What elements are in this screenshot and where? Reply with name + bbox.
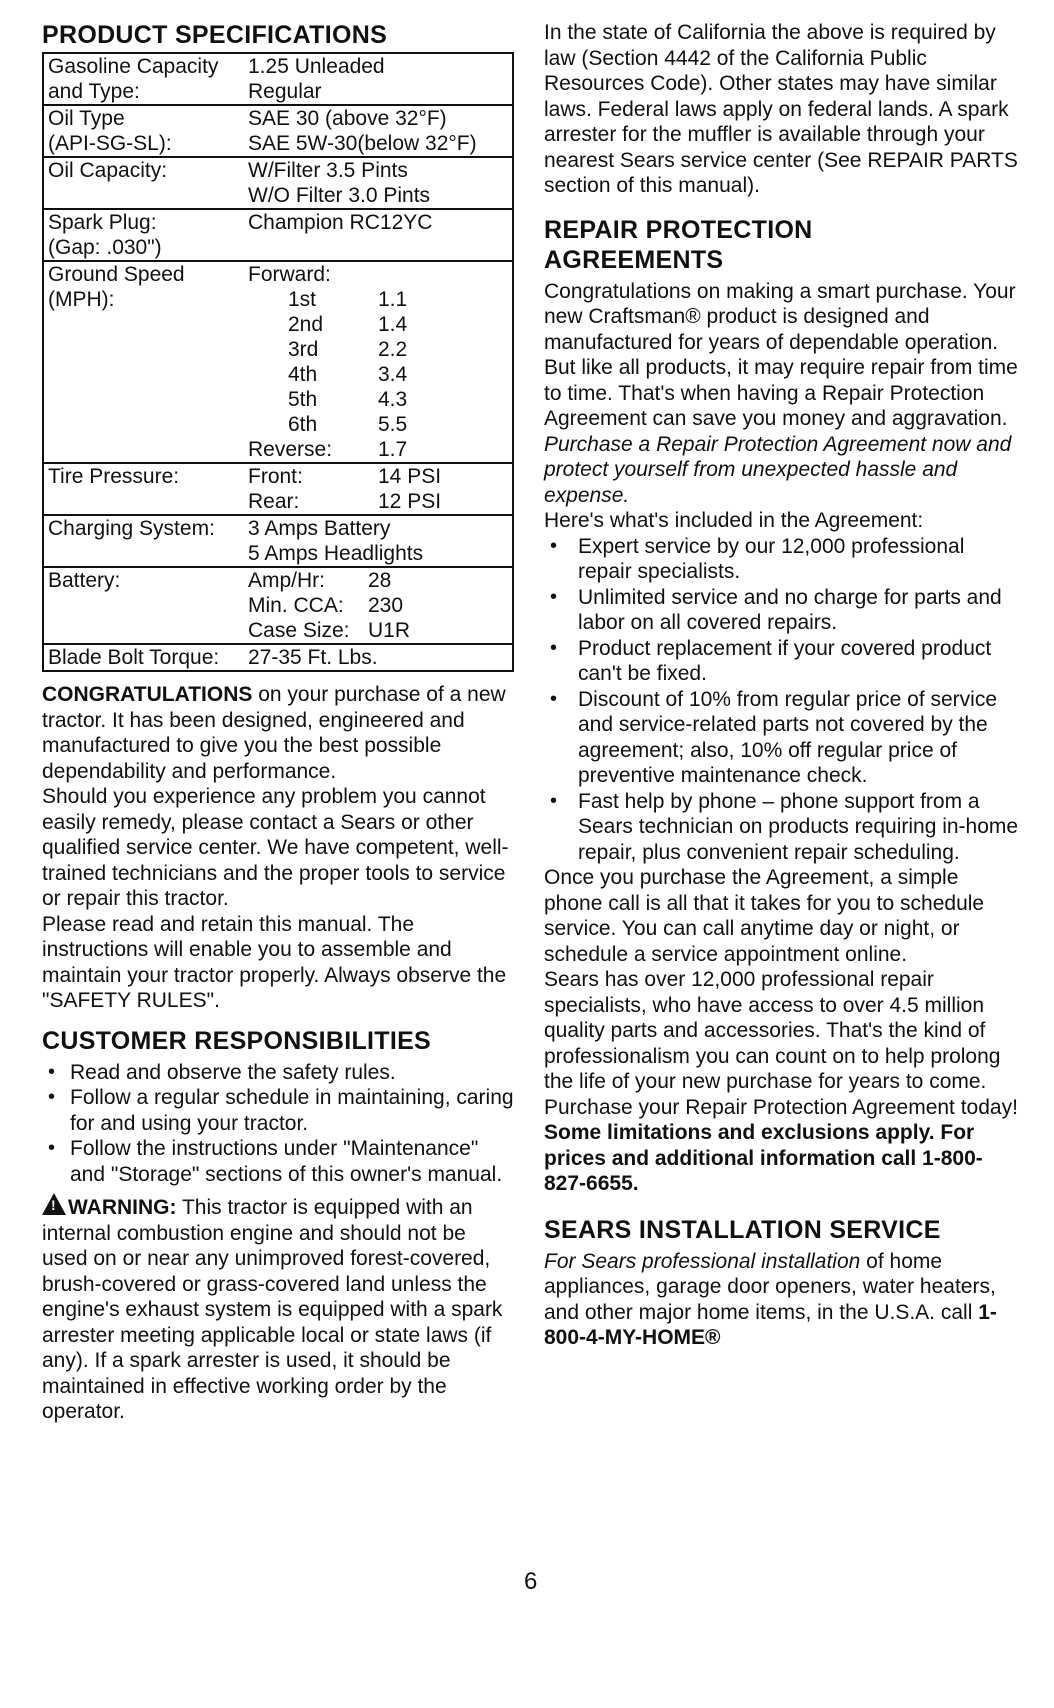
spec-label: (Gap: .030") xyxy=(48,236,162,259)
congratulations-paragraph xyxy=(42,682,516,784)
spec-label: Blade Bolt Torque: xyxy=(48,646,220,669)
warning-lead: WARNING: xyxy=(68,1196,177,1219)
left-column xyxy=(42,20,516,1425)
gear-row xyxy=(248,312,510,337)
gear-label: 1st xyxy=(288,288,317,311)
spec-row-battery xyxy=(43,567,513,644)
gear-speed: 1.4 xyxy=(378,313,408,336)
gear-label: 3rd xyxy=(288,338,319,361)
tire-rear-label: Rear: xyxy=(248,490,300,513)
warning-triangle-icon xyxy=(42,1193,66,1215)
spec-label: Ground Speed xyxy=(48,263,185,286)
customer-responsibilities-heading: CUSTOMER RESPONSIBILITIES xyxy=(42,1026,432,1055)
spec-value: 5 Amps Headlights xyxy=(248,542,424,565)
gear-row xyxy=(248,337,510,362)
customer-responsibilities-list xyxy=(42,1060,516,1188)
spec-label: Oil Capacity: xyxy=(48,159,168,182)
battery-amphr-label: Amp/Hr: xyxy=(248,569,326,592)
sears-installation-heading: SEARS INSTALLATION SERVICE xyxy=(544,1215,941,1244)
spec-value: 27-35 Ft. Lbs. xyxy=(248,646,378,669)
installation-paragraph xyxy=(544,1249,1022,1351)
spec-label: Gasoline Capacity xyxy=(48,55,219,78)
repair-heading-line: AGREEMENTS xyxy=(544,245,724,274)
gear-speed: 5.5 xyxy=(378,413,408,436)
benefit-item: • Product replacement if your covered product can't be fixed. xyxy=(544,636,1022,687)
spec-label: Spark Plug: xyxy=(48,211,157,234)
spec-value: 3 Amps Battery xyxy=(248,517,391,540)
gear-row xyxy=(248,287,510,312)
reverse-speed: 1.7 xyxy=(378,438,408,461)
gear-row xyxy=(248,362,510,387)
spec-row-spark-plug xyxy=(43,209,513,261)
battery-cca-value: 230 xyxy=(368,594,404,617)
spec-value: SAE 30 (above 32°F) xyxy=(248,107,447,130)
gear-speed: 2.2 xyxy=(378,338,408,361)
reverse-label: Reverse: xyxy=(248,438,333,461)
once-paragraph: Once you purchase the Agreement, a simple phone call is all that it takes for you to schedule service. You can call anytime day or night, or schedule a service appointment online. xyxy=(544,866,985,966)
gear-speed: 3.4 xyxy=(378,363,408,386)
repair-paragraph: Congratulations on making a smart purchase. Your new Craftsman® product is designed and manufactured for years of dependable operation. But like all products, it may require repair from time to time. That's when having a Repair Protection Agreement can save you money and aggravation. xyxy=(544,279,1018,430)
page-number: 6 xyxy=(524,1568,538,1595)
spec-row-gasoline xyxy=(43,53,513,105)
spec-row-oil-type xyxy=(43,105,513,157)
spec-row-tire-pressure xyxy=(43,463,513,515)
battery-case-value: U1R xyxy=(368,619,411,642)
spec-value: 1.25 Unleaded xyxy=(248,55,385,78)
spec-label: (MPH): xyxy=(48,288,115,311)
spec-label: Battery: xyxy=(48,569,121,592)
spec-row-charging xyxy=(43,515,513,567)
spec-label: Tire Pressure: xyxy=(48,465,180,488)
benefit-item: • Unlimited service and no charge for parts and labor on all covered repairs. xyxy=(544,585,1022,636)
product-specifications-heading: PRODUCT SPECIFICATIONS xyxy=(42,21,388,49)
warning-paragraph xyxy=(42,1193,516,1425)
spec-value: W/Filter 3.5 Pints xyxy=(248,159,408,182)
tire-front-value: 14 PSI xyxy=(378,465,442,488)
tire-rear-value: 12 PSI xyxy=(378,490,442,513)
battery-amphr-value: 28 xyxy=(368,569,392,592)
responsibility-item: • Follow a regular schedule in maintaining, caring for and using your tractor. xyxy=(42,1085,516,1136)
spec-label: Charging System: xyxy=(48,517,215,540)
battery-cca-label: Min. CCA: xyxy=(248,594,344,617)
gear-row xyxy=(248,412,510,437)
gear-label: 4th xyxy=(288,363,318,386)
installation-phone: 1-800-4-MY-HOME® xyxy=(544,1300,997,1349)
gear-label: 5th xyxy=(288,388,318,411)
spec-label: (API-SG-SL): xyxy=(48,132,172,155)
gear-label: 6th xyxy=(288,413,318,436)
benefit-item: • Discount of 10% from regular price of service and service-related parts not covered by the agreement; also, 10% off regular price of preventive maintenance check. xyxy=(544,687,1022,789)
sears-paragraph: Sears has over 12,000 professional repair specialists, who have access to over 4.5 million quality parts and accessories. That's the kind of professionalism you can count on to help prolong the life of your new purchase for years to come. Purchase your Repair Protection Agreement today! xyxy=(544,968,1018,1119)
spec-value: Regular xyxy=(248,80,322,103)
agreement-benefits-list xyxy=(544,534,1022,866)
specifications-table xyxy=(42,52,514,672)
spec-row-oil-capacity xyxy=(43,157,513,209)
tire-front-label: Front: xyxy=(248,465,303,488)
gear-row-reverse xyxy=(248,437,510,462)
spec-value: Champion RC12YC xyxy=(248,211,433,234)
spec-value: SAE 5W-30(below 32°F) xyxy=(248,132,477,155)
read-manual-paragraph: Please read and retain this manual. The instructions will enable you to assemble and maintain your tractor properly. Always observe the "SAFETY RULES". xyxy=(42,912,507,1012)
gear-speed: 1.1 xyxy=(378,288,408,311)
california-paragraph: In the state of California the above is required by law (Section 4442 of the California Public Resources Code). Other states may have similar laws. Federal laws apply on federal lands. A spark arrester for the muffler is available through your nearest Sears service center (See REPAIR PARTS section of this manual). xyxy=(544,21,1018,197)
gear-speed: 4.3 xyxy=(378,388,408,411)
gear-speed-list xyxy=(248,287,510,437)
battery-case-label: Case Size: xyxy=(248,619,350,642)
gear-label: 2nd xyxy=(288,313,324,336)
repair-heading-line: REPAIR PROTECTION xyxy=(544,215,813,244)
congratulations-body: on your purchase of a new tractor. It has been designed, engineered and manufactured to give you the best possible dependability and performance. xyxy=(42,683,506,783)
benefit-item: • Expert service by our 12,000 professional repair specialists. xyxy=(544,534,1022,585)
spec-row-blade-torque xyxy=(43,644,513,671)
spec-value: W/O Filter 3.0 Pints xyxy=(248,184,431,207)
spec-label: Oil Type xyxy=(48,107,125,130)
installation-body: of home appliances, garage door openers, water heaters, and other major home items, in the U.S.A. call xyxy=(544,1249,996,1324)
forward-label: Forward: xyxy=(248,263,331,286)
included-intro: Here's what's included in the Agreement: xyxy=(544,509,924,532)
spec-row-ground-speed xyxy=(43,261,513,463)
right-column xyxy=(544,20,1022,1351)
limitations-paragraph: Some limitations and exclusions apply. For prices and additional information call 1-800-827-6655. xyxy=(544,1121,983,1195)
responsibility-item: • Read and observe the safety rules. xyxy=(42,1060,516,1086)
congratulations-lead: CONGRATULATIONS xyxy=(42,683,253,706)
spec-label: and Type: xyxy=(48,80,140,103)
experience-paragraph: Should you experience any problem you cannot easily remedy, please contact a Sears or other qualified service center. We have competent, well-trained technicians and the proper tools to service or repair this tractor. xyxy=(42,785,509,910)
repair-protection-heading xyxy=(544,215,1022,275)
gear-row xyxy=(248,387,510,412)
benefit-item: • Fast help by phone – phone support from a Sears technician on products requiring in-home repair, plus convenient repair scheduling. xyxy=(544,789,1022,866)
responsibility-item: • Follow the instructions under "Maintenance" and "Storage" sections of this owner's manual. xyxy=(42,1136,516,1187)
installation-lead: For Sears professional installation xyxy=(544,1249,861,1273)
warning-body: This tractor is equipped with an internal combustion engine and should not be used on or near any unimproved forest-covered, brush-covered or grass-covered land unless the engine's exhaust system is equipped with a spark arrester meeting applicable local or state laws (if any). If a spark arrester is used, it should be maintained in effective working order by the operator. xyxy=(42,1196,503,1423)
repair-italic-paragraph: Purchase a Repair Protection Agreement now and protect yourself from unexpected hassle and expense. xyxy=(544,432,1012,507)
